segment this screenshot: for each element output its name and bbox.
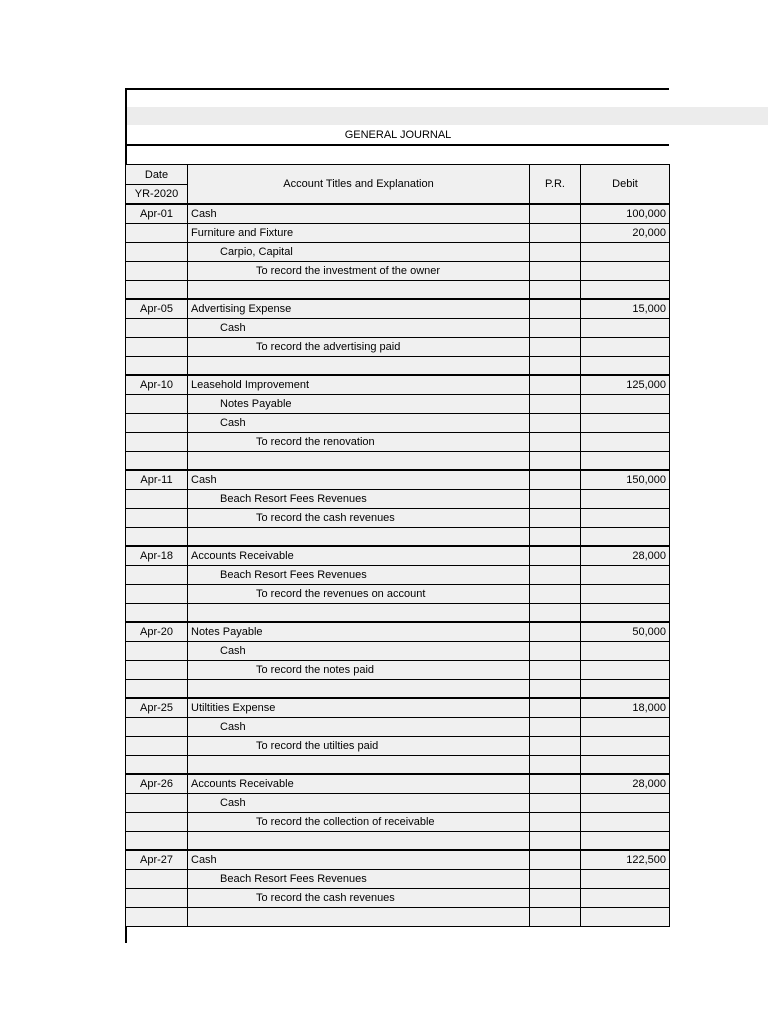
debit-amount [581,870,670,889]
posting-reference [530,566,581,585]
account-title: Accounts Receivable [188,546,530,566]
posting-reference [530,870,581,889]
debit-amount [581,395,670,414]
debit-amount [581,718,670,737]
account-title: Beach Resort Fees Revenues [188,870,530,889]
posting-reference [530,756,581,775]
journal-row [126,737,670,756]
entry-explanation: To record the utilties paid [188,737,530,756]
posting-reference [530,622,581,642]
entry-date [126,433,188,452]
account-title [188,528,530,547]
entry-date [126,490,188,509]
debit-amount [581,661,670,680]
entry-date [126,813,188,832]
entry-date [126,452,188,471]
entry-date [126,262,188,281]
account-title: Accounts Receivable [188,774,530,794]
journal-row [126,281,670,300]
account-title: Cash [188,470,530,490]
debit-amount [581,433,670,452]
account-title: Cash [188,850,530,870]
debit-amount: 18,000 [581,698,670,718]
journal-row [126,204,670,224]
posting-reference [530,642,581,661]
debit-amount: 20,000 [581,224,670,243]
journal-row [126,224,670,243]
journal-title: GENERAL JOURNAL [344,129,452,141]
account-title: Advertising Expense [188,299,530,319]
sheet-top-border [125,88,669,90]
debit-amount [581,889,670,908]
entry-date [126,357,188,376]
posting-reference [530,546,581,566]
entry-date: Apr-27 [126,850,188,870]
entry-date [126,528,188,547]
debit-amount [581,490,670,509]
journal-row [126,585,670,604]
debit-amount: 125,000 [581,375,670,395]
entry-date: Apr-25 [126,698,188,718]
journal-row [126,357,670,376]
account-title: Leasehold Improvement [188,375,530,395]
posting-reference [530,680,581,699]
debit-amount [581,319,670,338]
title-rule [125,144,669,146]
posting-reference [530,470,581,490]
journal-row [126,889,670,908]
account-title [188,604,530,623]
account-title [188,357,530,376]
debit-header: Debit [581,165,670,205]
journal-row [126,850,670,870]
debit-amount: 28,000 [581,546,670,566]
journal-row [126,680,670,699]
debit-amount [581,585,670,604]
account-title [188,452,530,471]
journal-row [126,661,670,680]
posting-reference [530,375,581,395]
posting-reference [530,338,581,357]
journal-row [126,509,670,528]
entry-explanation: To record the investment of the owner [188,262,530,281]
entry-explanation: To record the cash revenues [188,509,530,528]
entry-date [126,414,188,433]
entry-date: Apr-18 [126,546,188,566]
debit-amount [581,642,670,661]
journal-row [126,546,670,566]
posting-reference [530,319,581,338]
debit-amount [581,509,670,528]
account-title: Furniture and Fixture [188,224,530,243]
posting-reference [530,243,581,262]
account-title: Cash [188,414,530,433]
journal-row [126,452,670,471]
entry-date [126,585,188,604]
journal-row [126,774,670,794]
entry-explanation: To record the advertising paid [188,338,530,357]
account-header: Account Titles and Explanation [188,165,530,205]
journal-row [126,813,670,832]
debit-amount [581,908,670,927]
entry-date [126,338,188,357]
posting-reference [530,204,581,224]
entry-date [126,832,188,851]
entry-explanation: To record the revenues on account [188,585,530,604]
debit-amount [581,452,670,471]
posting-reference [530,357,581,376]
journal-row [126,908,670,927]
entry-date: Apr-10 [126,375,188,395]
account-title: Cash [188,204,530,224]
posting-reference [530,698,581,718]
entry-date [126,661,188,680]
debit-amount [581,338,670,357]
entry-date [126,718,188,737]
entry-date [126,889,188,908]
entry-explanation: To record the notes paid [188,661,530,680]
posting-reference [530,281,581,300]
account-title [188,908,530,927]
journal-row [126,299,670,319]
posting-reference [530,490,581,509]
entry-date: Apr-01 [126,204,188,224]
debit-amount: 50,000 [581,622,670,642]
entry-date [126,870,188,889]
account-title [188,680,530,699]
entry-date: Apr-05 [126,299,188,319]
posting-reference [530,604,581,623]
journal-row [126,528,670,547]
account-title: Cash [188,642,530,661]
posting-reference [530,395,581,414]
journal-row [126,414,670,433]
header-band [127,107,768,125]
posting-reference [530,718,581,737]
posting-reference [530,528,581,547]
account-title [188,832,530,851]
pr-header: P.R. [530,165,581,205]
posting-reference [530,299,581,319]
posting-reference [530,813,581,832]
entry-date [126,395,188,414]
debit-amount [581,357,670,376]
debit-amount [581,737,670,756]
journal-row [126,470,670,490]
journal-row [126,794,670,813]
debit-amount: 15,000 [581,299,670,319]
debit-amount: 150,000 [581,470,670,490]
debit-amount [581,813,670,832]
journal-row [126,566,670,585]
journal-row [126,604,670,623]
account-title [188,756,530,775]
entry-date [126,224,188,243]
posting-reference [530,850,581,870]
account-title: Utiltities Expense [188,698,530,718]
debit-amount: 122,500 [581,850,670,870]
entry-date [126,737,188,756]
journal-row [126,870,670,889]
entry-date [126,281,188,300]
account-title [188,281,530,300]
entry-date [126,566,188,585]
date-header: Date [126,165,188,185]
debit-amount [581,414,670,433]
entry-date [126,604,188,623]
posting-reference [530,509,581,528]
debit-amount [581,832,670,851]
posting-reference [530,224,581,243]
posting-reference [530,452,581,471]
entry-date [126,908,188,927]
entry-date: Apr-26 [126,774,188,794]
posting-reference [530,262,581,281]
account-title: Notes Payable [188,622,530,642]
account-title: Carpio, Capital [188,243,530,262]
debit-amount: 28,000 [581,774,670,794]
entry-date [126,680,188,699]
debit-amount [581,281,670,300]
journal-row [126,490,670,509]
journal-row [126,319,670,338]
posting-reference [530,433,581,452]
journal-row [126,698,670,718]
header-row [126,165,670,185]
entry-date [126,794,188,813]
journal-row [126,395,670,414]
posting-reference [530,889,581,908]
posting-reference [530,661,581,680]
entry-date [126,642,188,661]
posting-reference [530,832,581,851]
entry-date [126,509,188,528]
posting-reference [530,908,581,927]
posting-reference [530,737,581,756]
posting-reference [530,414,581,433]
entry-date: Apr-11 [126,470,188,490]
entry-date [126,756,188,775]
posting-reference [530,774,581,794]
account-title: Notes Payable [188,395,530,414]
account-title: Beach Resort Fees Revenues [188,566,530,585]
journal-row [126,756,670,775]
account-title: Cash [188,319,530,338]
journal-row [126,832,670,851]
account-title: Cash [188,794,530,813]
entry-date [126,319,188,338]
posting-reference [530,585,581,604]
debit-amount [581,262,670,281]
entry-date [126,243,188,262]
journal-row [126,433,670,452]
entry-explanation: To record the renovation [188,433,530,452]
journal-row [126,338,670,357]
journal-row [126,718,670,737]
debit-amount [581,680,670,699]
journal-row [126,642,670,661]
journal-row [126,375,670,395]
debit-amount [581,794,670,813]
entry-date: Apr-20 [126,622,188,642]
account-title: Cash [188,718,530,737]
journal-row [126,622,670,642]
debit-amount [581,756,670,775]
posting-reference [530,794,581,813]
debit-amount [581,243,670,262]
journal-row [126,243,670,262]
entry-explanation: To record the collection of receivable [188,813,530,832]
debit-amount [581,604,670,623]
year-header: YR-2020 [126,185,188,205]
debit-amount: 100,000 [581,204,670,224]
debit-amount [581,528,670,547]
debit-amount [581,566,670,585]
entry-explanation: To record the cash revenues [188,889,530,908]
journal-row [126,262,670,281]
journal-table [125,164,670,927]
account-title: Beach Resort Fees Revenues [188,490,530,509]
